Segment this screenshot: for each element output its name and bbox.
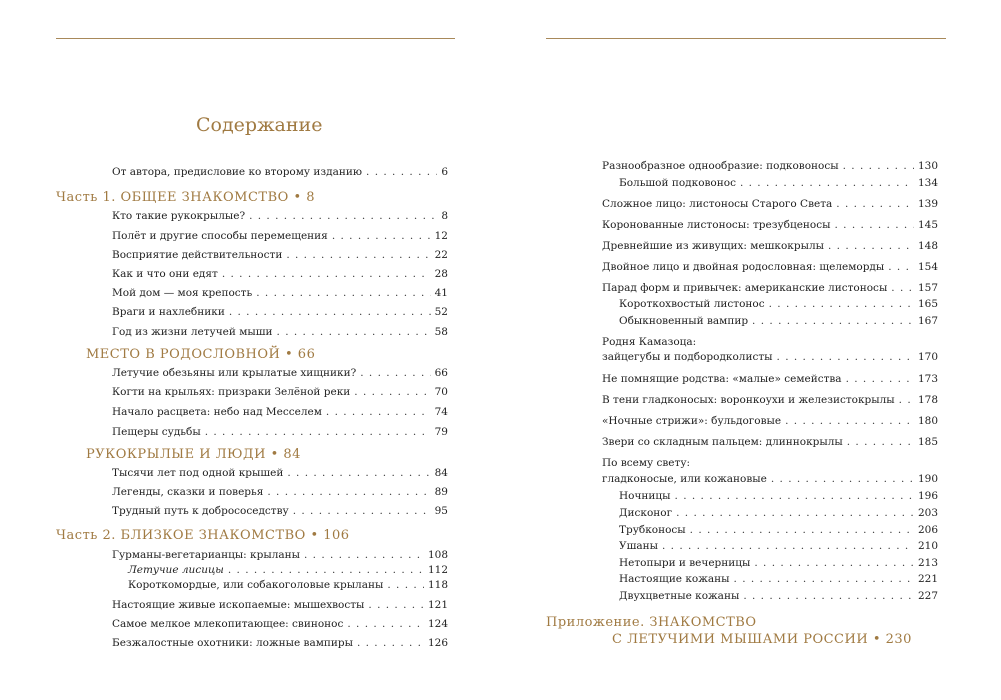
appendix-heading-line1[interactable]: Приложение. ЗНАКОМСТВО <box>546 615 757 630</box>
toc-entry[interactable]: От автора, предисловие ко второму изданию . . . 6 <box>112 165 448 179</box>
toc-entry[interactable]: Как и что они едят . . . 28 <box>112 267 448 281</box>
toc-entry[interactable]: Короткохвостый листонос . . . 165 <box>619 297 938 311</box>
toc-entry[interactable]: Пещеры судьбы . . . 79 <box>112 425 448 439</box>
section-heading[interactable]: МЕСТО В РОДОСЛОВНОЙ • 66 <box>86 347 316 362</box>
toc-entry[interactable]: Враги и нахлебники . . . 52 <box>112 305 448 319</box>
toc-entry[interactable]: Летучие обезьяны или крылатые хищники? . . . 66 <box>112 366 448 380</box>
toc-entry[interactable]: Нетопыри и вечерницы . . . 213 <box>619 556 938 570</box>
toc-entry[interactable]: Большой подковонос . . . 134 <box>619 176 938 190</box>
toc-entry[interactable]: Полёт и другие способы перемещения . . . 12 <box>112 229 448 243</box>
toc-entry[interactable]: Коронованные листоносы: трезубценосы . . . 145 <box>602 218 938 232</box>
toc-entry[interactable]: Год из жизни летучей мыши . . . 58 <box>112 325 448 339</box>
appendix-heading-line2[interactable]: С ЛЕТУЧИМИ МЫШАМИ РОССИИ • 230 <box>612 632 912 647</box>
page-title: Содержание <box>196 114 323 136</box>
toc-entry[interactable]: Мой дом — моя крепость . . . 41 <box>112 286 448 300</box>
toc-entry[interactable]: зайцегубы и подбородколисты . . . 170 <box>602 350 938 364</box>
toc-entry[interactable]: Короткомордые, или собакоголовые крыланы . . . 118 <box>128 578 448 592</box>
toc-entry[interactable]: Обыкновенный вампир . . . 167 <box>619 314 938 328</box>
toc-entry[interactable]: Двойное лицо и двойная родословная: щелеморды . . . 154 <box>602 260 938 274</box>
toc-entry[interactable]: Гурманы-вегетарианцы: крыланы . . . 108 <box>112 548 448 562</box>
toc-entry[interactable]: Безжалостные охотники: ложные вампиры . . . 126 <box>112 636 448 650</box>
header-rule-right <box>546 38 946 39</box>
toc-entry[interactable]: Трудный путь к добрососедству . . . 95 <box>112 504 448 518</box>
part-heading[interactable]: Часть 2. БЛИЗКОЕ ЗНАКОМСТВО • 106 <box>56 528 350 543</box>
toc-entry[interactable]: Парад форм и привычек: американские листоносы . . . 157 <box>602 281 938 295</box>
toc-entry[interactable]: Звери со складным пальцем: длиннокрылы . . . 185 <box>602 435 938 449</box>
toc-entry[interactable]: В тени гладконосых: воронкоухи и железистокрылы . . . 178 <box>602 393 938 407</box>
toc-entry[interactable]: Тысячи лет под одной крышей . . . 84 <box>112 466 448 480</box>
toc-entry[interactable]: Легенды, сказки и поверья . . . 89 <box>112 485 448 499</box>
toc-entry[interactable]: Настоящие кожаны . . . 221 <box>619 572 938 586</box>
toc-entry[interactable]: Дисконог . . . 203 <box>619 506 938 520</box>
toc-entry[interactable]: Сложное лицо: листоносы Старого Света . . . 139 <box>602 197 938 211</box>
toc-entry-label[interactable]: По всему свету: <box>602 457 691 469</box>
header-rule-left <box>56 38 455 39</box>
toc-entry[interactable]: Кто такие рукокрылые? . . . 8 <box>112 209 448 223</box>
toc-entry[interactable]: Разнообразное однообразие: подковоносы . . . 130 <box>602 159 938 173</box>
toc-entry[interactable]: Начало расцвета: небо над Месселем . . . 74 <box>112 405 448 419</box>
toc-entry[interactable]: Двухцветные кожаны . . . 227 <box>619 589 938 603</box>
section-heading[interactable]: РУКОКРЫЛЫЕ И ЛЮДИ • 84 <box>86 447 301 462</box>
toc-entry[interactable]: Не помнящие родства: «малые» семейства . . . 173 <box>602 372 938 386</box>
toc-entry[interactable]: Ушаны . . . 210 <box>619 539 938 553</box>
toc-entry-label[interactable]: Родня Камазоца: <box>602 336 697 348</box>
toc-entry[interactable]: Трубконосы . . . 206 <box>619 523 938 537</box>
toc-entry[interactable]: гладконосые, или кожановые . . . 190 <box>602 472 938 486</box>
toc-entry[interactable]: Самое мелкое млекопитающее: свинонос . . . 124 <box>112 617 448 631</box>
toc-entry[interactable]: Древнейшие из живущих: мешкокрылы . . . 148 <box>602 239 938 253</box>
toc-entry[interactable]: Летучие лисицы . . . 112 <box>128 563 448 577</box>
toc-entry[interactable]: «Ночные стрижи»: бульдоговые . . . 180 <box>602 414 938 428</box>
toc-entry[interactable]: Настоящие живые ископаемые: мышехвосты . . . 121 <box>112 598 448 612</box>
part-heading[interactable]: Часть 1. ОБЩЕЕ ЗНАКОМСТВО • 8 <box>56 190 316 205</box>
toc-entry[interactable]: Восприятие действительности . . . 22 <box>112 248 448 262</box>
toc-entry[interactable]: Когти на крыльях: призраки Зелёной реки . . . 70 <box>112 385 448 399</box>
toc-entry[interactable]: Ночницы . . . 196 <box>619 489 938 503</box>
